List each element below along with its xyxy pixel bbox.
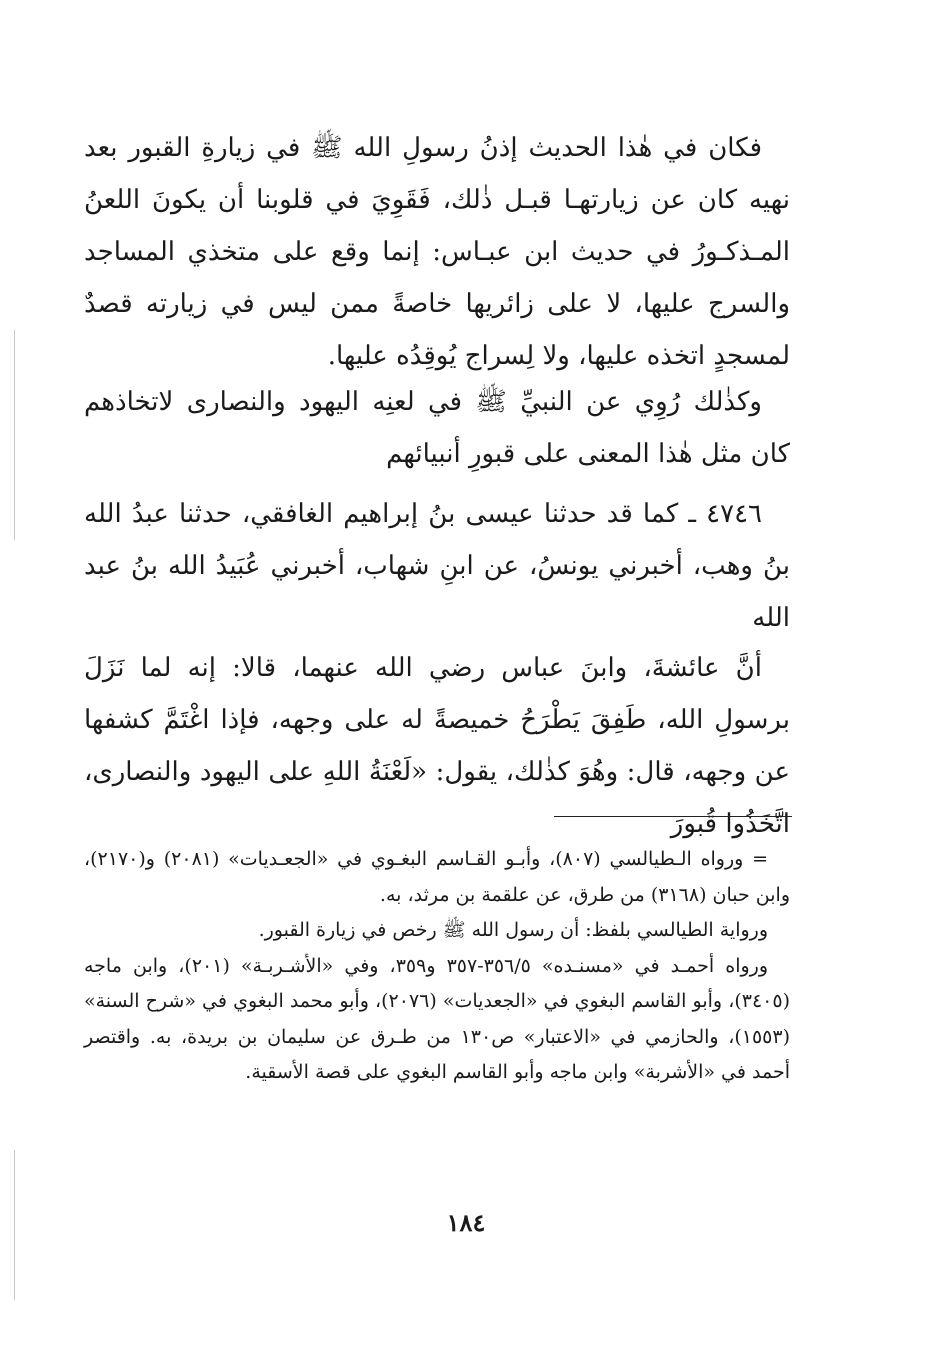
scan-margin-mark xyxy=(14,330,15,540)
paragraph-text: ٤٧٤٦ ـ كما قد حدثنا عيسى بنُ إبراهيم الغافقي، حدثنا عبدُ الله بنُ وهب، أخبرني يونسُ، عن ابنِ شهاب، أخبرني عُبَيدُ الله بنُ عبد الله xyxy=(84,499,790,633)
paragraph-text: فكان في هٰذا الحديث إذنُ رسولِ الله ﷺ في زيارةِ القبور بعد نهيه كان عن زيارتهـا قبـل ذٰلك، فَقَوِيَ في قلوبنا أن يكونَ اللعنُ المـذكـورُ في حديث ابن عبـاس: إنما وقع على متخذي المساجد والسرج عليها، لا على زائريها خاصةً ممن ليس في زيارته قصدٌ لمسجدٍ اتخذه عليها، ولا لِسراج يُوقِدُه عليها. xyxy=(84,133,790,371)
footnotes xyxy=(84,842,790,1091)
paragraph-text: أنَّ عائشةَ، وابنَ عباس رضي الله عنهما، قالا: إنه لما نَزَلَ برسولِ الله، طَفِقَ يَطْرَحُ خميصةً له على وجهه، فإذا اغْتَمَّ كشفها عن وجهه، قال: وهُوَ كذٰلك، يقول: «لَعْنَةُ اللهِ على اليهود والنصارى، اتَّخَذُوا قُبورَ xyxy=(84,653,790,839)
footnote-line: ورواية الطيالسي بلفظ: أن رسول الله ﷺ رخص في زيارة القبور. xyxy=(258,919,768,941)
hadith-chain-paragraph xyxy=(84,488,790,644)
paragraph-text: وكذٰلك رُوِي عن النبيِّ ﷺ في لعنِه اليهود والنصارى لاتخاذهم كان مثل هٰذا المعنى على قبورِ أنبيائهم xyxy=(84,387,790,469)
footnote-line: = ورواه الـطيالسي (٨٠٧)، وأبـو القـاسم البغـوي في «الجعـديات» (٢٠٨١) و(٢١٧٠)، وابن حبان (٣١٦٨) من طرق، عن علقمة بن مرثد، به. xyxy=(84,848,790,906)
main-paragraph-1 xyxy=(84,122,790,382)
page-number: ١٨٤ xyxy=(446,1208,486,1237)
footnote-separator xyxy=(554,816,792,817)
footnote-line: ورواه أحمـد في «مسنـده» ٣٥٦/٥-٣٥٧ و٣٥٩، وفي «الأشـربـة» (٢٠١)، وابن ماجه (٣٤٠٥)، وأبو القاسم البغوي في «الجعديات» (٢٠٧٦)، وأبو محمد البغوي في «شرح السنة» (١٥٥٣)، والحازمي في «الاعتبار» ص١٣٠ من طـرق عن سليمان بن بريدة، به. واقتصر أحمد في «الأشربة» وابن ماجه وأبو القاسم البغوي على قصة الأسقية. xyxy=(84,954,791,1083)
hadith-text-paragraph xyxy=(84,642,790,850)
main-paragraph-2 xyxy=(84,376,790,480)
